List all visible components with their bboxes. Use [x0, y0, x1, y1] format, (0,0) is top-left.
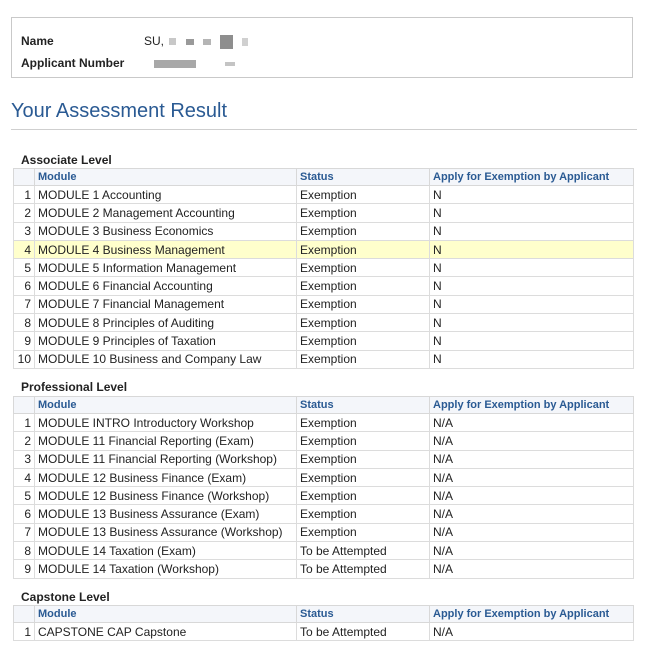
- exemption-apply-cell: N: [430, 350, 634, 368]
- professional-level-heading: Professional Level: [21, 380, 128, 394]
- module-cell: MODULE 6 Financial Accounting: [35, 277, 297, 295]
- table-row: [14, 432, 634, 450]
- table-row: [14, 277, 634, 295]
- module-cell: MODULE 10 Business and Company Law: [35, 350, 297, 368]
- table-row: [14, 414, 634, 432]
- table-row: [14, 295, 634, 313]
- status-cell: Exemption: [297, 222, 430, 240]
- exemption-apply-cell: N: [430, 240, 634, 258]
- module-cell: MODULE 13 Business Assurance (Workshop): [35, 523, 297, 541]
- table-row: [14, 332, 634, 350]
- status-cell: To be Attempted: [297, 623, 430, 641]
- exemption-apply-cell: N/A: [430, 432, 634, 450]
- name-value: [144, 34, 248, 49]
- redacted-name-mask: [242, 38, 248, 46]
- status-cell: Exemption: [297, 204, 430, 222]
- table-row: [14, 222, 634, 240]
- professional-level-table: [13, 396, 634, 579]
- row-number: 8: [14, 542, 35, 560]
- table-row: [14, 623, 634, 641]
- table-row: [14, 542, 634, 560]
- table-row: [14, 314, 634, 332]
- status-cell: Exemption: [297, 259, 430, 277]
- status-cell: Exemption: [297, 295, 430, 313]
- row-number: 2: [14, 204, 35, 222]
- exemption-apply-cell: N: [430, 277, 634, 295]
- status-cell: Exemption: [297, 314, 430, 332]
- table-row: [14, 450, 634, 468]
- number-column-header: [14, 606, 35, 623]
- module-cell: MODULE 1 Accounting: [35, 186, 297, 204]
- status-cell: Exemption: [297, 277, 430, 295]
- module-cell: MODULE 4 Business Management: [35, 240, 297, 258]
- row-number: 1: [14, 623, 35, 641]
- module-cell: MODULE 9 Principles of Taxation: [35, 332, 297, 350]
- number-column-header: [14, 397, 35, 414]
- name-label: Name: [21, 34, 54, 48]
- module-cell: MODULE 13 Business Assurance (Exam): [35, 505, 297, 523]
- redacted-name-mask: [203, 39, 211, 45]
- title-divider: [11, 129, 637, 130]
- exemption-apply-cell: N: [430, 222, 634, 240]
- status-cell: Exemption: [297, 505, 430, 523]
- exemption-apply-cell: N/A: [430, 623, 634, 641]
- exemption-apply-cell: N: [430, 204, 634, 222]
- table-header-row: [14, 397, 634, 414]
- table-row: [14, 487, 634, 505]
- row-number: 4: [14, 468, 35, 486]
- row-number: 5: [14, 487, 35, 505]
- number-column-header: [14, 169, 35, 186]
- status-column-header: Status: [297, 606, 430, 623]
- row-number: 9: [14, 560, 35, 578]
- redacted-number-mask: [154, 60, 196, 68]
- exemption-apply-cell: N: [430, 186, 634, 204]
- associate-level-heading: Associate Level: [21, 153, 112, 167]
- applicant-number-value: [144, 56, 235, 70]
- apply-column-header: Apply for Exemption by Applicant: [430, 606, 634, 623]
- status-cell: Exemption: [297, 432, 430, 450]
- status-cell: Exemption: [297, 332, 430, 350]
- status-cell: Exemption: [297, 450, 430, 468]
- exemption-apply-cell: N: [430, 295, 634, 313]
- row-number: 7: [14, 523, 35, 541]
- row-number: 3: [14, 222, 35, 240]
- status-cell: Exemption: [297, 523, 430, 541]
- module-column-header: Module: [35, 606, 297, 623]
- status-cell: Exemption: [297, 414, 430, 432]
- row-number: 1: [14, 414, 35, 432]
- row-number: 7: [14, 295, 35, 313]
- row-number: 1: [14, 186, 35, 204]
- row-number: 5: [14, 259, 35, 277]
- module-cell: MODULE 7 Financial Management: [35, 295, 297, 313]
- module-column-header: Module: [35, 169, 297, 186]
- applicant-info-panel: [11, 17, 633, 78]
- row-number: 4: [14, 240, 35, 258]
- status-cell: Exemption: [297, 186, 430, 204]
- module-cell: MODULE 5 Information Management: [35, 259, 297, 277]
- apply-column-header: Apply for Exemption by Applicant: [430, 397, 634, 414]
- exemption-apply-cell: N: [430, 314, 634, 332]
- exemption-apply-cell: N: [430, 259, 634, 277]
- module-cell: MODULE INTRO Introductory Workshop: [35, 414, 297, 432]
- module-cell: MODULE 3 Business Economics: [35, 222, 297, 240]
- table-header-row: [14, 606, 634, 623]
- module-cell: MODULE 2 Management Accounting: [35, 204, 297, 222]
- table-row: [14, 350, 634, 368]
- exemption-apply-cell: N/A: [430, 560, 634, 578]
- status-cell: To be Attempted: [297, 560, 430, 578]
- table-row: [14, 259, 634, 277]
- associate-level-table: [13, 168, 634, 369]
- module-cell: MODULE 8 Principles of Auditing: [35, 314, 297, 332]
- table-row: [14, 468, 634, 486]
- row-number: 10: [14, 350, 35, 368]
- module-cell: MODULE 12 Business Finance (Workshop): [35, 487, 297, 505]
- applicant-number-label: Applicant Number: [21, 56, 125, 70]
- module-cell: CAPSTONE CAP Capstone: [35, 623, 297, 641]
- status-cell: Exemption: [297, 468, 430, 486]
- module-cell: MODULE 14 Taxation (Exam): [35, 542, 297, 560]
- status-column-header: Status: [297, 169, 430, 186]
- row-number: 2: [14, 432, 35, 450]
- module-cell: MODULE 14 Taxation (Workshop): [35, 560, 297, 578]
- module-cell: MODULE 11 Financial Reporting (Workshop): [35, 450, 297, 468]
- table-row: [14, 240, 634, 258]
- module-column-header: Module: [35, 397, 297, 414]
- row-number: 6: [14, 277, 35, 295]
- table-row: [14, 560, 634, 578]
- status-column-header: Status: [297, 397, 430, 414]
- page-title: Your Assessment Result: [11, 100, 228, 122]
- exemption-apply-cell: N/A: [430, 523, 634, 541]
- redacted-name-mask: [186, 39, 194, 45]
- name-value-text: SU,: [144, 34, 165, 48]
- capstone-level-table: [13, 605, 634, 641]
- apply-column-header: Apply for Exemption by Applicant: [430, 169, 634, 186]
- exemption-apply-cell: N/A: [430, 542, 634, 560]
- exemption-apply-cell: N/A: [430, 450, 634, 468]
- status-cell: Exemption: [297, 350, 430, 368]
- exemption-apply-cell: N/A: [430, 468, 634, 486]
- redacted-name-mask: [220, 35, 233, 49]
- exemption-apply-cell: N: [430, 332, 634, 350]
- status-cell: To be Attempted: [297, 542, 430, 560]
- row-number: 9: [14, 332, 35, 350]
- status-cell: Exemption: [297, 240, 430, 258]
- row-number: 8: [14, 314, 35, 332]
- table-row: [14, 186, 634, 204]
- redacted-number-mask: [225, 62, 235, 66]
- module-cell: MODULE 11 Financial Reporting (Exam): [35, 432, 297, 450]
- exemption-apply-cell: N/A: [430, 505, 634, 523]
- exemption-apply-cell: N/A: [430, 414, 634, 432]
- redacted-name-mask: [169, 38, 176, 45]
- module-cell: MODULE 12 Business Finance (Exam): [35, 468, 297, 486]
- row-number: 6: [14, 505, 35, 523]
- capstone-level-heading: Capstone Level: [21, 590, 110, 604]
- table-header-row: [14, 169, 634, 186]
- exemption-apply-cell: N/A: [430, 487, 634, 505]
- status-cell: Exemption: [297, 487, 430, 505]
- table-row: [14, 505, 634, 523]
- row-number: 3: [14, 450, 35, 468]
- table-row: [14, 523, 634, 541]
- table-row: [14, 204, 634, 222]
